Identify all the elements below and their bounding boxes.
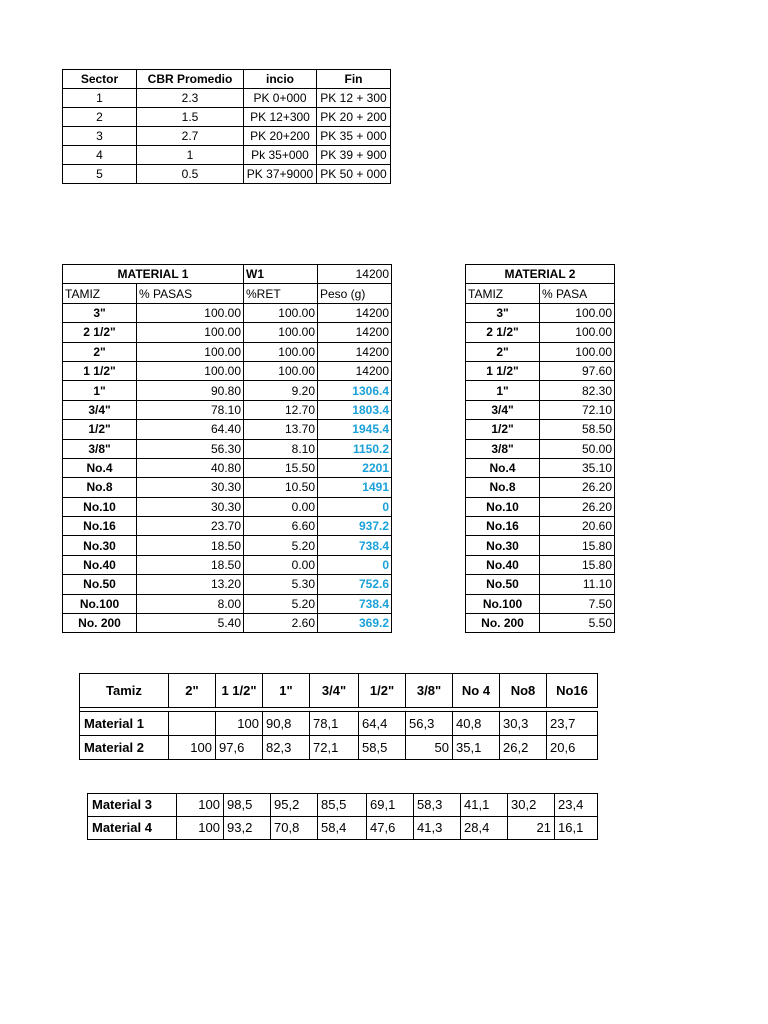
material2-row xyxy=(466,497,615,516)
sieve-size: 3" xyxy=(466,303,540,322)
material1-row xyxy=(63,614,392,633)
sieve-size: No. 200 xyxy=(466,614,540,633)
sieve-header: 3/4" xyxy=(310,674,359,708)
material-label: Material 4 xyxy=(88,817,177,840)
material-label: Material 3 xyxy=(88,794,177,817)
percent-passing: 15.80 xyxy=(540,555,615,574)
material1-header-row xyxy=(63,284,392,303)
percent-passing: 30.30 xyxy=(137,497,244,516)
inicio-value: PK 20+200 xyxy=(244,127,317,146)
sector-row xyxy=(63,165,391,184)
material1-row xyxy=(63,458,392,477)
percent-passing: 56,3 xyxy=(406,712,453,736)
sieve-size: No.50 xyxy=(63,575,137,594)
sieve-size: No.100 xyxy=(466,594,540,613)
sieve-header: 1" xyxy=(263,674,310,708)
percent-retained: 100.00 xyxy=(244,361,318,380)
sieve-size: 2 1/2" xyxy=(63,323,137,342)
sieve-header: 1 1/2" xyxy=(216,674,263,708)
cbr-value: 0.5 xyxy=(137,165,244,184)
cbr-value: 2.7 xyxy=(137,127,244,146)
sector-header-row xyxy=(63,70,391,89)
percent-passing: 97,6 xyxy=(216,736,263,760)
material1-header-pasas: % PASAS xyxy=(137,284,244,303)
percent-passing: 23,7 xyxy=(547,712,598,736)
sieve-size: 1 1/2" xyxy=(466,361,540,380)
percent-passing: 72,1 xyxy=(310,736,359,760)
weight-grams: 1150.2 xyxy=(318,439,392,458)
weight-grams: 0 xyxy=(318,497,392,516)
sieve-size: No.50 xyxy=(466,575,540,594)
grading-row xyxy=(88,794,598,817)
percent-passing: 7.50 xyxy=(540,594,615,613)
sieve-size: No.40 xyxy=(63,555,137,574)
material2-row xyxy=(466,478,615,497)
material1-header-ret: %RET xyxy=(244,284,318,303)
sector-number: 1 xyxy=(63,89,137,108)
sieve-size: No.4 xyxy=(466,458,540,477)
material2-row xyxy=(466,458,615,477)
cbr-value: 1.5 xyxy=(137,108,244,127)
percent-passing: 58,3 xyxy=(414,794,461,817)
cbr-value: 2.3 xyxy=(137,89,244,108)
material2-row xyxy=(466,439,615,458)
percent-passing: 35,1 xyxy=(453,736,500,760)
material2-title: MATERIAL 2 xyxy=(466,265,615,284)
percent-retained: 5.30 xyxy=(244,575,318,594)
material2-row xyxy=(466,342,615,361)
material1-row xyxy=(63,594,392,613)
sector-row xyxy=(63,108,391,127)
sieve-size: No.8 xyxy=(63,478,137,497)
weight-grams: 369.2 xyxy=(318,614,392,633)
sieve-size: 1 1/2" xyxy=(63,361,137,380)
material2-header-tamiz: TAMIZ xyxy=(466,284,540,303)
sieve-size: No.10 xyxy=(63,497,137,516)
sieve-size: 1/2" xyxy=(63,420,137,439)
percent-passing: 5.50 xyxy=(540,614,615,633)
material2-body xyxy=(466,265,615,633)
percent-passing: 97.60 xyxy=(540,361,615,380)
percent-retained: 0.00 xyxy=(244,555,318,574)
sieve-size: No.30 xyxy=(466,536,540,555)
material2-title-row xyxy=(466,265,615,284)
tamiz-header: Tamiz xyxy=(80,674,169,708)
percent-passing: 100.00 xyxy=(137,303,244,322)
percent-passing: 98,5 xyxy=(224,794,271,817)
page-clip-edge xyxy=(614,660,768,860)
percent-passing: 26.20 xyxy=(540,478,615,497)
percent-passing: 64,4 xyxy=(359,712,406,736)
percent-passing: 23.70 xyxy=(137,517,244,536)
percent-passing: 58,4 xyxy=(318,817,367,840)
percent-passing: 47,6 xyxy=(367,817,414,840)
percent-passing: 15.80 xyxy=(540,536,615,555)
percent-retained: 5.20 xyxy=(244,594,318,613)
weight-grams: 14200 xyxy=(318,323,392,342)
fin-value: PK 20 + 200 xyxy=(317,108,391,127)
percent-retained: 8.10 xyxy=(244,439,318,458)
sieve-size: 3/8" xyxy=(466,439,540,458)
percent-passing: 58.50 xyxy=(540,420,615,439)
material1-row xyxy=(63,400,392,419)
weight-grams: 1491 xyxy=(318,478,392,497)
weight-grams: 14200 xyxy=(318,361,392,380)
material1-title-row xyxy=(63,265,392,284)
percent-passing: 64.40 xyxy=(137,420,244,439)
material1-row xyxy=(63,420,392,439)
material2-row xyxy=(466,381,615,400)
sieve-size: No.16 xyxy=(63,517,137,536)
material2-row xyxy=(466,555,615,574)
inicio-value: PK 37+9000 xyxy=(244,165,317,184)
material2-row xyxy=(466,323,615,342)
sieve-header: 2" xyxy=(169,674,216,708)
percent-passing: 78.10 xyxy=(137,400,244,419)
grading-table-2 xyxy=(87,793,598,840)
percent-passing: 70,8 xyxy=(271,817,318,840)
percent-passing: 100 xyxy=(216,712,263,736)
material2-table xyxy=(465,264,615,633)
material1-row xyxy=(63,361,392,380)
percent-passing: 8.00 xyxy=(137,594,244,613)
material1-row xyxy=(63,323,392,342)
sieve-size: 3/8" xyxy=(63,439,137,458)
percent-passing: 90.80 xyxy=(137,381,244,400)
percent-passing: 20.60 xyxy=(540,517,615,536)
weight-grams: 738.4 xyxy=(318,594,392,613)
material2-row xyxy=(466,614,615,633)
grading-row xyxy=(80,712,598,736)
sieve-size: No. 200 xyxy=(63,614,137,633)
fin-value: PK 35 + 000 xyxy=(317,127,391,146)
percent-passing: 100 xyxy=(177,817,224,840)
weight-grams: 1803.4 xyxy=(318,400,392,419)
material1-row xyxy=(63,497,392,516)
grading-table-1 xyxy=(79,673,598,760)
percent-passing: 26.20 xyxy=(540,497,615,516)
percent-passing: 35.10 xyxy=(540,458,615,477)
percent-passing: 100.00 xyxy=(137,361,244,380)
percent-retained: 5.20 xyxy=(244,536,318,555)
sieve-size: No.10 xyxy=(466,497,540,516)
sector-table xyxy=(62,69,391,184)
percent-passing: 69,1 xyxy=(367,794,414,817)
material1-row xyxy=(63,517,392,536)
weight-grams: 14200 xyxy=(318,342,392,361)
material1-header-tamiz: TAMIZ xyxy=(63,284,137,303)
header-sector: Sector xyxy=(63,70,137,89)
percent-passing: 100 xyxy=(177,794,224,817)
percent-passing: 100.00 xyxy=(540,342,615,361)
percent-passing: 18.50 xyxy=(137,536,244,555)
percent-passing: 28,4 xyxy=(461,817,508,840)
material2-row xyxy=(466,303,615,322)
percent-passing: 100 xyxy=(169,736,216,760)
grading-table-1-body xyxy=(80,674,598,760)
sieve-size: No.30 xyxy=(63,536,137,555)
percent-passing: 20,6 xyxy=(547,736,598,760)
header-cbr: CBR Promedio xyxy=(137,70,244,89)
percent-retained: 2.60 xyxy=(244,614,318,633)
percent-passing: 50.00 xyxy=(540,439,615,458)
sieve-size: 1" xyxy=(63,381,137,400)
percent-passing: 30.30 xyxy=(137,478,244,497)
weight-grams: 937.2 xyxy=(318,517,392,536)
percent-passing: 100.00 xyxy=(540,303,615,322)
percent-passing: 41,3 xyxy=(414,817,461,840)
header-inicio: incio xyxy=(244,70,317,89)
cbr-value: 1 xyxy=(137,146,244,165)
percent-passing: 58,5 xyxy=(359,736,406,760)
grading-table-2-body xyxy=(88,794,598,840)
sector-body xyxy=(63,89,391,184)
sieve-size: 2 1/2" xyxy=(466,323,540,342)
percent-passing: 93,2 xyxy=(224,817,271,840)
sieve-header: 1/2" xyxy=(359,674,406,708)
fin-value: PK 12 + 300 xyxy=(317,89,391,108)
percent-passing: 90,8 xyxy=(263,712,310,736)
material-label: Material 1 xyxy=(80,712,169,736)
material2-row xyxy=(466,400,615,419)
sieve-size: 2" xyxy=(466,342,540,361)
material2-row xyxy=(466,594,615,613)
percent-retained: 12.70 xyxy=(244,400,318,419)
percent-passing: 30,3 xyxy=(500,712,547,736)
grading-header-row xyxy=(80,674,598,708)
sieve-size: 3/4" xyxy=(63,400,137,419)
sector-row xyxy=(63,127,391,146)
percent-passing: 30,2 xyxy=(508,794,555,817)
sector-row xyxy=(63,146,391,165)
material2-row xyxy=(466,420,615,439)
inicio-value: Pk 35+000 xyxy=(244,146,317,165)
percent-passing: 18.50 xyxy=(137,555,244,574)
percent-passing: 100.00 xyxy=(137,342,244,361)
grading-row xyxy=(88,817,598,840)
weight-grams: 14200 xyxy=(318,303,392,322)
sieve-size: No.100 xyxy=(63,594,137,613)
sector-number: 4 xyxy=(63,146,137,165)
percent-passing: 85,5 xyxy=(318,794,367,817)
percent-passing xyxy=(169,712,216,736)
material1-title: MATERIAL 1 xyxy=(63,265,244,284)
percent-retained: 100.00 xyxy=(244,342,318,361)
material2-header-row xyxy=(466,284,615,303)
sieve-header: 3/8" xyxy=(406,674,453,708)
w1-value: 14200 xyxy=(318,265,392,284)
percent-passing: 5.40 xyxy=(137,614,244,633)
material1-header-peso: Peso (g) xyxy=(318,284,392,303)
percent-retained: 13.70 xyxy=(244,420,318,439)
weight-grams: 738.4 xyxy=(318,536,392,555)
material2-row xyxy=(466,575,615,594)
weight-grams: 752.6 xyxy=(318,575,392,594)
sieve-size: 2" xyxy=(63,342,137,361)
percent-passing: 40.80 xyxy=(137,458,244,477)
material2-row xyxy=(466,517,615,536)
material1-row xyxy=(63,575,392,594)
w1-label: W1 xyxy=(244,265,318,284)
weight-grams: 1945.4 xyxy=(318,420,392,439)
sieve-header: No16 xyxy=(547,674,598,708)
percent-passing: 16,1 xyxy=(555,817,598,840)
percent-passing: 72.10 xyxy=(540,400,615,419)
weight-grams: 0 xyxy=(318,555,392,574)
percent-passing: 40,8 xyxy=(453,712,500,736)
percent-passing: 56.30 xyxy=(137,439,244,458)
sector-number: 2 xyxy=(63,108,137,127)
sector-row xyxy=(63,89,391,108)
percent-passing: 11.10 xyxy=(540,575,615,594)
percent-retained: 15.50 xyxy=(244,458,318,477)
percent-retained: 9.20 xyxy=(244,381,318,400)
sector-number: 3 xyxy=(63,127,137,146)
material1-row xyxy=(63,342,392,361)
percent-passing: 50 xyxy=(406,736,453,760)
sieve-size: No.40 xyxy=(466,555,540,574)
sieve-header: No8 xyxy=(500,674,547,708)
percent-passing: 95,2 xyxy=(271,794,318,817)
percent-passing: 82.30 xyxy=(540,381,615,400)
material1-row xyxy=(63,555,392,574)
percent-retained: 0.00 xyxy=(244,497,318,516)
percent-passing: 100.00 xyxy=(540,323,615,342)
material2-row xyxy=(466,536,615,555)
percent-passing: 13.20 xyxy=(137,575,244,594)
weight-grams: 2201 xyxy=(318,458,392,477)
fin-value: PK 39 + 900 xyxy=(317,146,391,165)
material2-header-pasa: % PASA xyxy=(540,284,615,303)
material1-row xyxy=(63,439,392,458)
percent-retained: 100.00 xyxy=(244,323,318,342)
sieve-size: 1" xyxy=(466,381,540,400)
sieve-size: No.8 xyxy=(466,478,540,497)
sieve-size: 3" xyxy=(63,303,137,322)
sieve-size: 3/4" xyxy=(466,400,540,419)
percent-retained: 6.60 xyxy=(244,517,318,536)
sieve-size: No.4 xyxy=(63,458,137,477)
material2-row xyxy=(466,361,615,380)
percent-retained: 100.00 xyxy=(244,303,318,322)
grading-row xyxy=(80,736,598,760)
percent-passing: 82,3 xyxy=(263,736,310,760)
sieve-size: No.16 xyxy=(466,517,540,536)
sieve-header: No 4 xyxy=(453,674,500,708)
material1-row xyxy=(63,381,392,400)
percent-passing: 41,1 xyxy=(461,794,508,817)
sieve-size: 1/2" xyxy=(466,420,540,439)
inicio-value: PK 0+000 xyxy=(244,89,317,108)
material-label: Material 2 xyxy=(80,736,169,760)
percent-passing: 26,2 xyxy=(500,736,547,760)
material1-table xyxy=(62,264,392,633)
percent-retained: 10.50 xyxy=(244,478,318,497)
fin-value: PK 50 + 000 xyxy=(317,165,391,184)
inicio-value: PK 12+300 xyxy=(244,108,317,127)
weight-grams: 1306.4 xyxy=(318,381,392,400)
material1-body xyxy=(63,265,392,633)
percent-passing: 23,4 xyxy=(555,794,598,817)
material1-row xyxy=(63,478,392,497)
material1-row xyxy=(63,303,392,322)
material1-row xyxy=(63,536,392,555)
percent-passing: 100.00 xyxy=(137,323,244,342)
percent-passing: 78,1 xyxy=(310,712,359,736)
sector-number: 5 xyxy=(63,165,137,184)
header-fin: Fin xyxy=(317,70,391,89)
percent-passing: 21 xyxy=(508,817,555,840)
